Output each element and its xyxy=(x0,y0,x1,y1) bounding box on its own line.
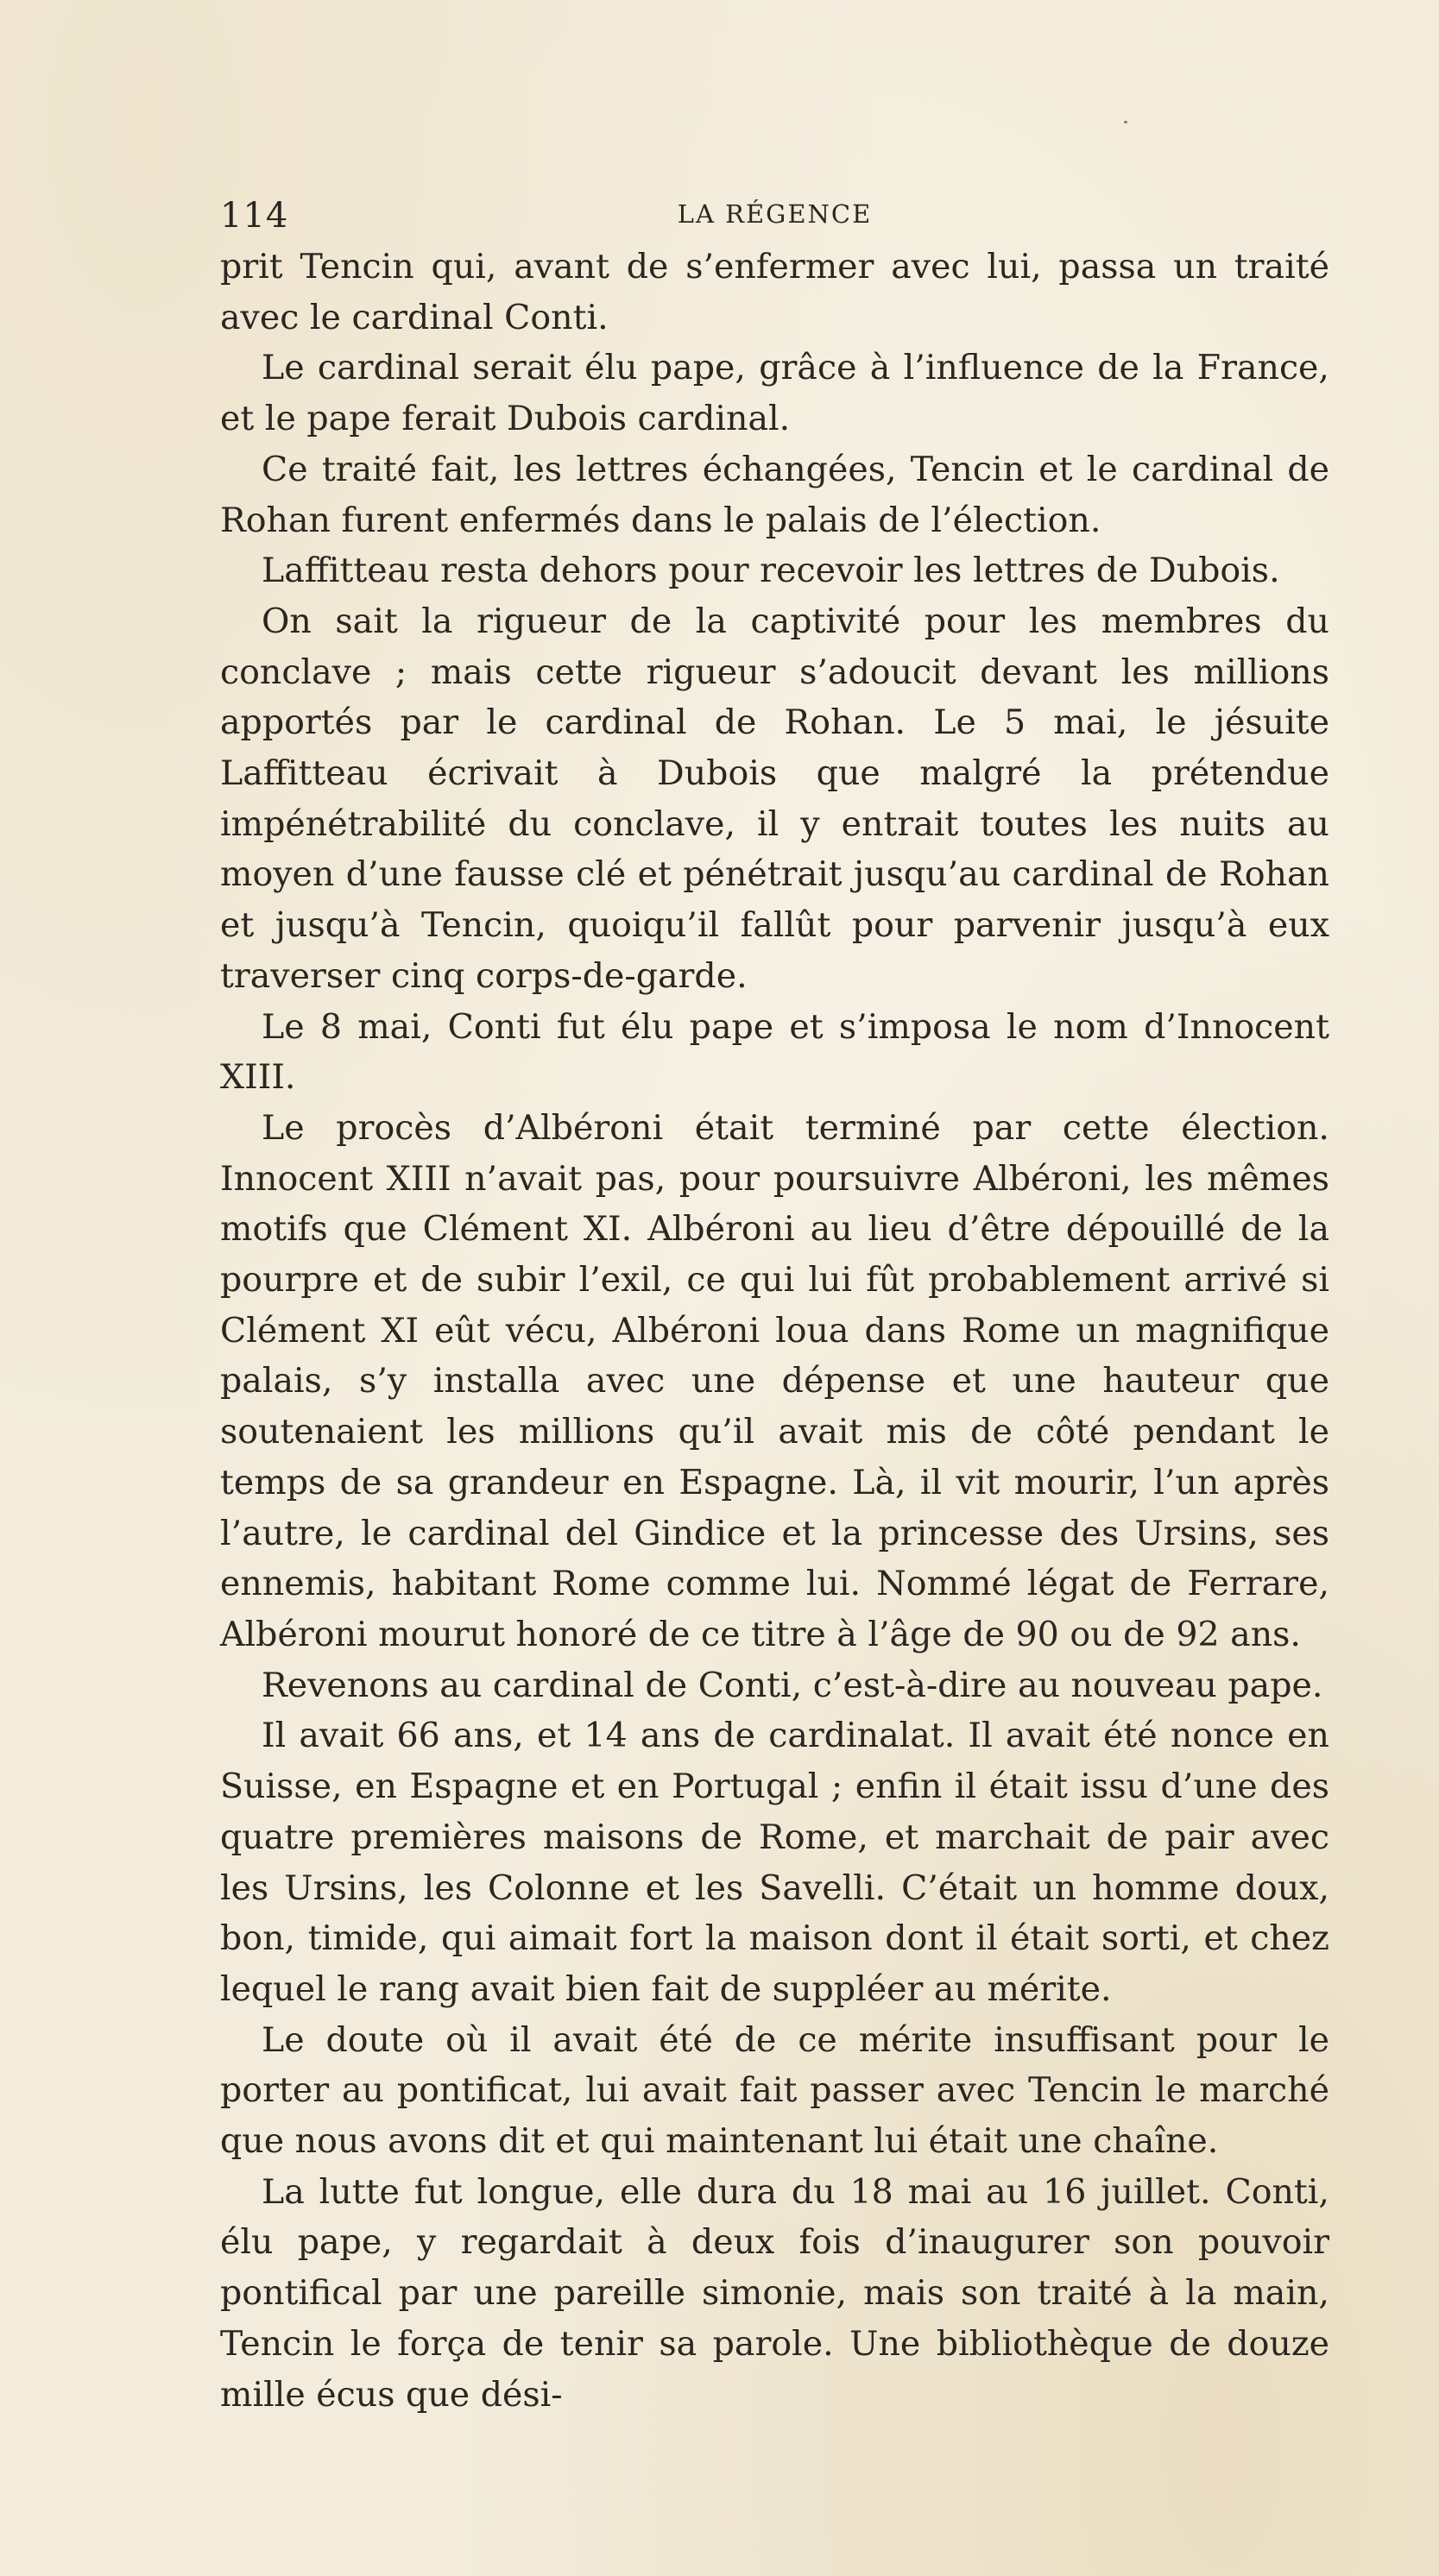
running-head xyxy=(220,192,1329,242)
running-title: LA RÉGENCE xyxy=(677,199,873,229)
paragraph-1: prit Tencin qui, avant de s’enfermer avec lui, passa un traité avec le cardinal Conti. xyxy=(220,247,1329,337)
paper-speck xyxy=(1124,121,1127,123)
paragraph-3: Ce traité fait, les lettres échangées, Tencin et le cardinal de Rohan furent enfermés dans le palais de l’élection. xyxy=(220,449,1329,540)
body-text xyxy=(220,242,1329,2420)
paragraph-9: Il avait 66 ans, et 14 ans de cardinalat. Il avait été nonce en Suisse, en Espagne et en Portugal ; enfin il était issu d’une des quatre premières maisons de Rome, et marchait de pair avec les Ursins, les Colonne et les Savelli. C’était un homme doux, bon, timide, qui aimait fort la maison dont il était sorti, et chez lequel le rang avait bien fait de suppléer au mérite. xyxy=(220,1716,1329,2009)
page-number: 114 xyxy=(220,196,289,236)
paragraph-5: On sait la rigueur de la captivité pour les membres du conclave ; mais cette rigueur s’adoucit devant les millions apportés par le cardinal de Rohan. Le 5 mai, le jésuite Laffitteau écrivait à Dubois que malgré la prétendue impénétrabilité du conclave, il y entrait toutes les nuits au moyen d’une fausse clé et pénétrait jusqu’au cardinal de Rohan et jusqu’à Tencin, quoiqu’il fallût pour parvenir jusqu’à eux traverser cinq corps-de-garde. xyxy=(220,601,1329,996)
paragraph-4: Laffitteau resta dehors pour recevoir les lettres de Dubois. xyxy=(262,551,1280,591)
paragraph-6: Le 8 mai, Conti fut élu pape et s’imposa le nom d’Innocent XIII. xyxy=(220,1006,1329,1098)
book-page xyxy=(220,192,1329,2522)
paragraph-8: Revenons au cardinal de Conti, c’est-à-dire au nouveau pape. xyxy=(262,1665,1323,1705)
paragraph-10: Le doute où il avait été de ce mérite insuffisant pour le porter au pontificat, lui avait fait passer avec Tencin le marché que nous avons dit et qui maintenant lui était une chaîne. xyxy=(220,2019,1329,2162)
paragraph-11: La lutte fut longue, elle dura du 18 mai au 16 juillet. Conti, élu pape, y regardait à deux fois d’inaugurer son pouvoir pontifical par une pareille simonie, mais son traité à la main, Tencin le força de tenir sa parole. Une bibliothèque de douze mille écus que dési- xyxy=(220,2171,1329,2415)
paragraph-7: Le procès d’Albéroni était terminé par cette élection. Innocent XIII n’avait pas, pour poursuivre Albéroni, les mêmes motifs que Clément XI. Albéroni au lieu d’être dépouillé de la pourpre et de subir l’exil, ce qui lui fût probablement arrivé si Clément XI eût vécu, Albéroni loua dans Rome un magnifique palais, s’y installa avec une dépense et une hauteur que soutenaient les millions qu’il avait mis de côté pendant le temps de sa grandeur en Espagne. Là, il vit mourir, l’un après l’autre, le cardinal del Gindice et la princesse des Ursins, ses ennemis, habitant Rome comme lui. Nommé légat de Ferrare, Albéroni mourut honoré de ce titre à l’âge de 90 ou de 92 ans. xyxy=(220,1107,1329,1654)
paragraph-2: Le cardinal serait élu pape, grâce à l’influence de la France, et le pape ferait Dubois cardinal. xyxy=(220,348,1329,439)
